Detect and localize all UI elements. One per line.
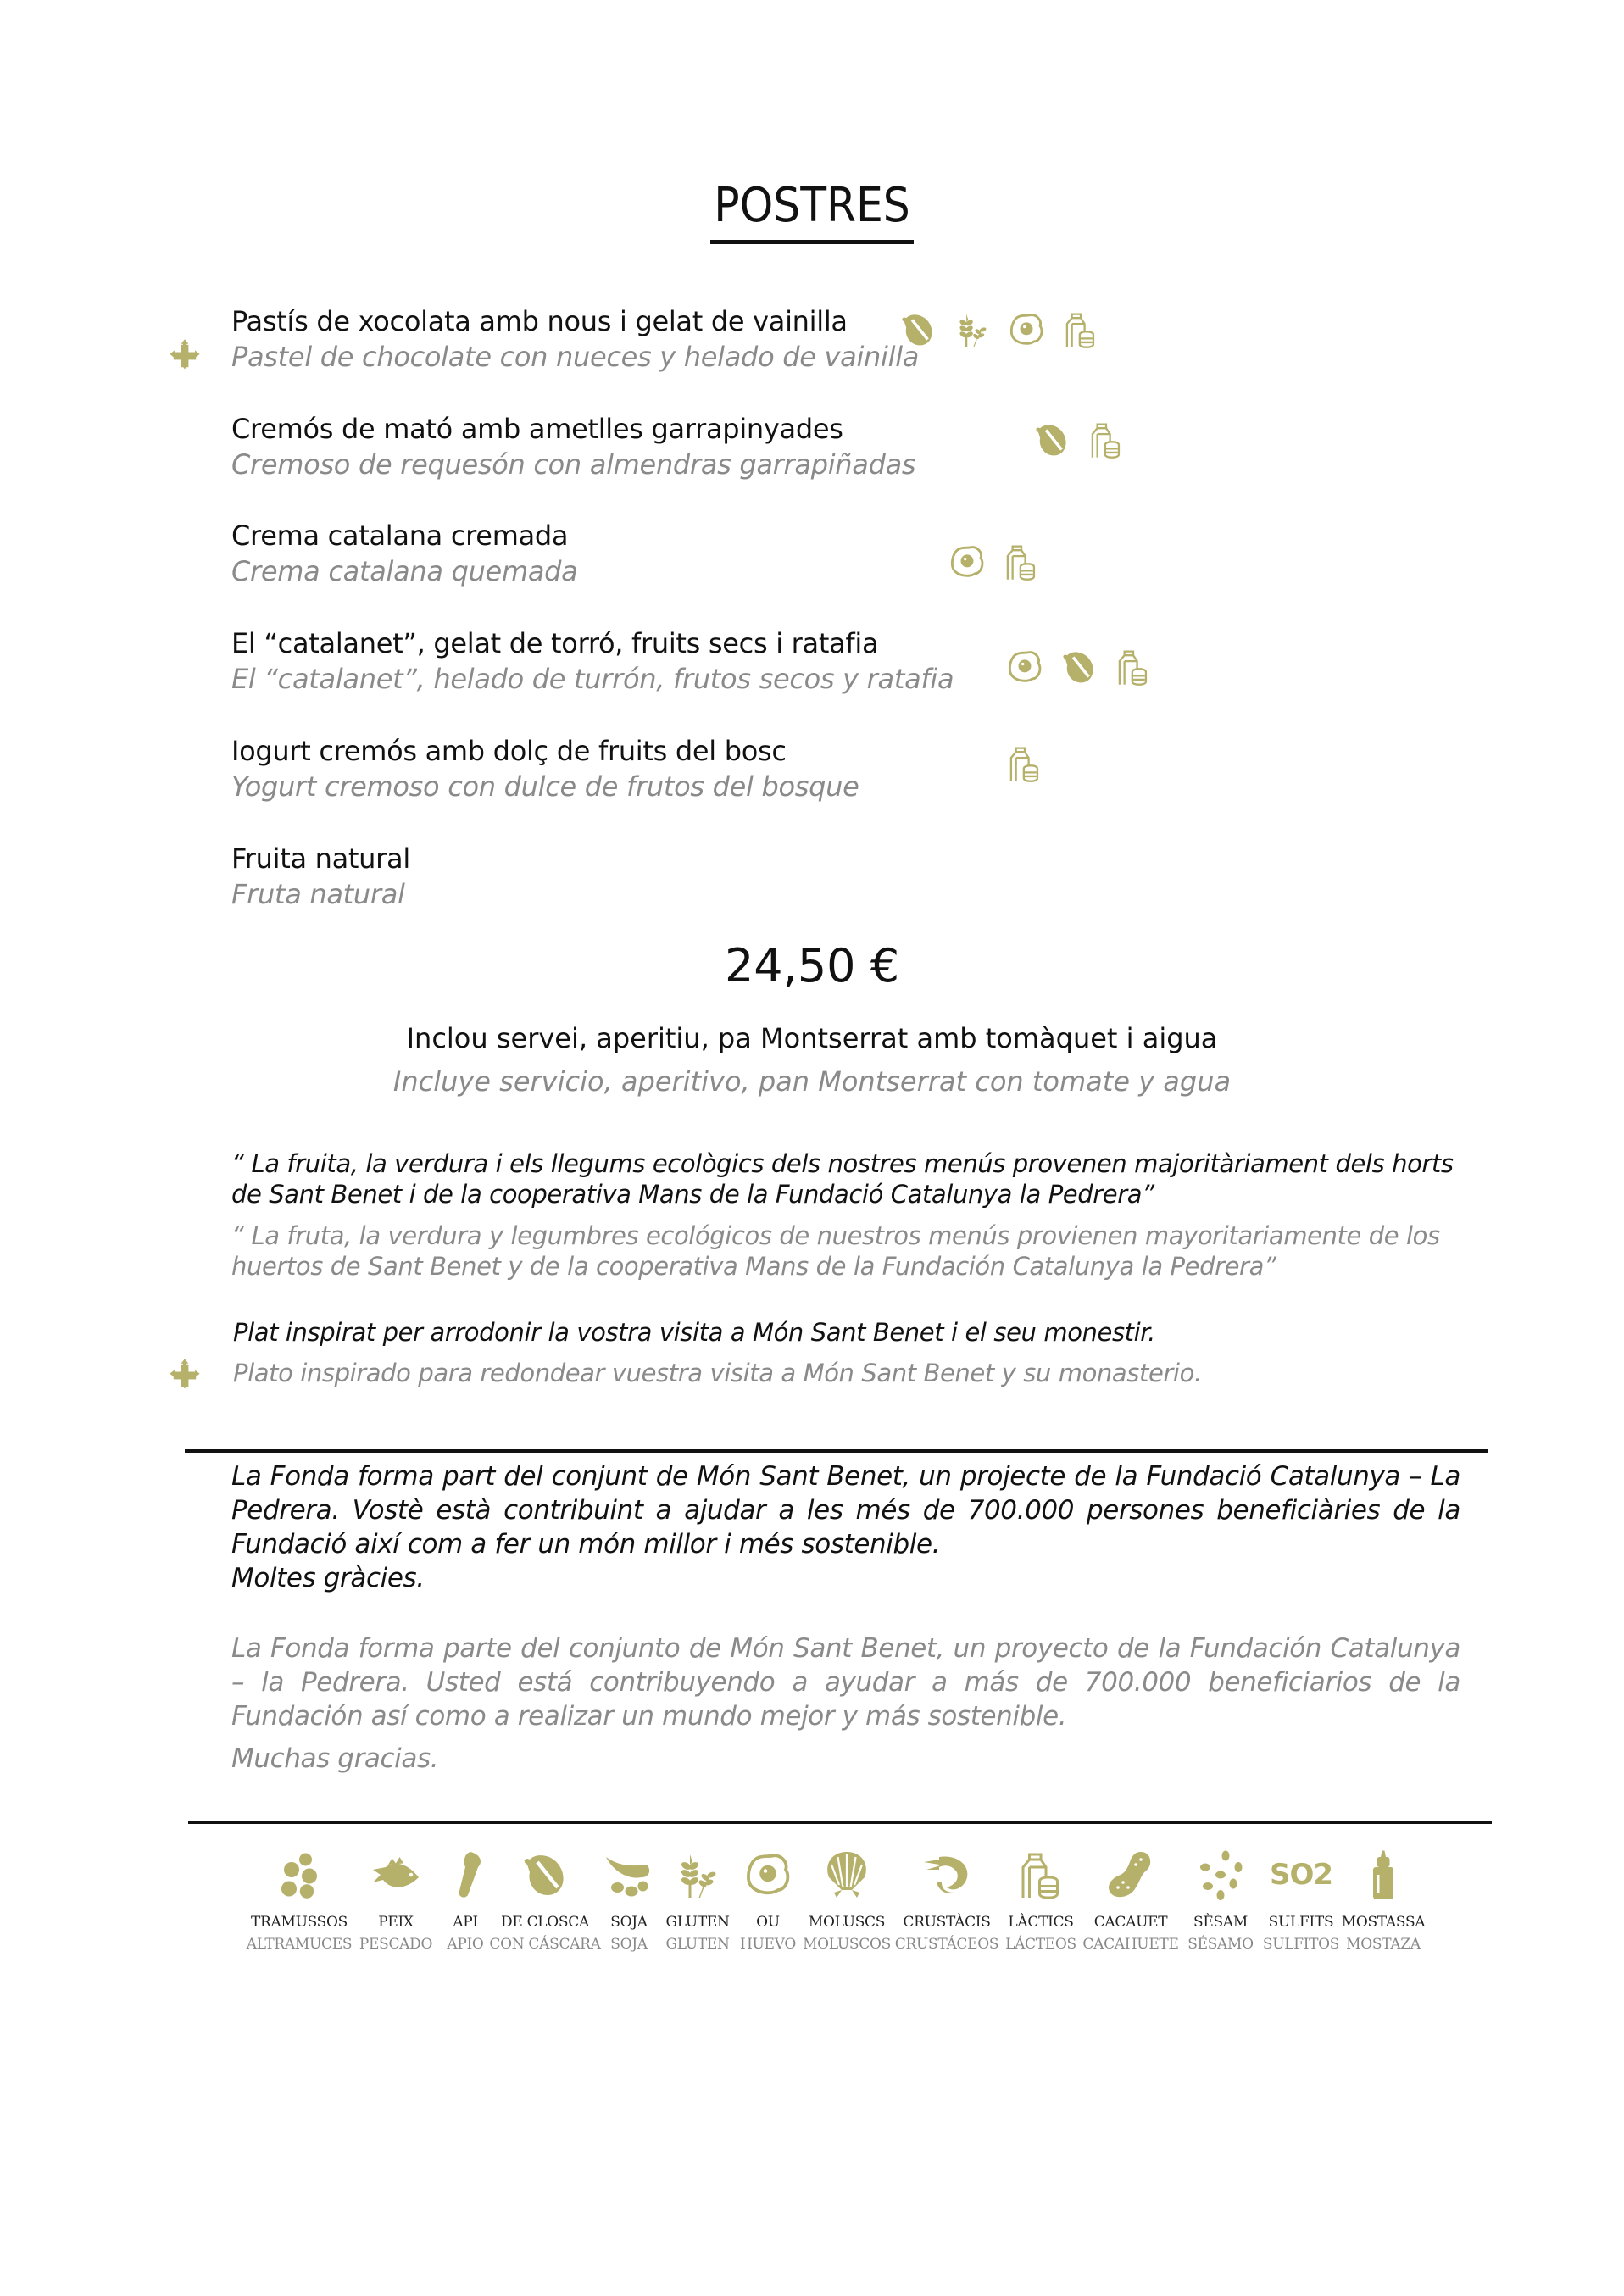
menu-item	[231, 625, 954, 697]
special-note-es: Plato inspirado para redondear vuestra visita a Món Sant Benet y su monasterio.	[233, 1359, 1202, 1387]
menu-item-name-es: Fruta natural	[231, 878, 405, 910]
allergen-legend-item	[598, 1848, 659, 1953]
menu-item-name-ca: El “catalanet”, gelat de torró, fruits secs i ratafia	[231, 627, 879, 659]
dairy-icon	[1005, 744, 1044, 783]
allergen-label-ca: GLUTEN	[665, 1914, 730, 1931]
menu-item-name-ca: Crema catalana cremada	[231, 520, 569, 552]
allergen-label-ca: TRAMUSSOS	[250, 1914, 348, 1931]
allergen-legend	[246, 1848, 1426, 1953]
nuts-icon	[1059, 648, 1098, 687]
fonda-es-thanks: Muchas gracias.	[231, 1743, 439, 1774]
page-title-wrap	[0, 178, 1624, 244]
fonda-es	[231, 1632, 1460, 1776]
dairy-icon	[1015, 1848, 1066, 1902]
nuts-icon	[1032, 420, 1071, 459]
egg-icon	[1007, 310, 1046, 349]
fonda-ca-text: La Fonda forma part del conjunt de Món Sant Benet, un projecte de la Fundació Catalunya – La Pedrera. Vostè està contribuint a ajudar a les més de 700.000 persones beneficiàries de la Fundació així com a fer un món millor i més sostenible.	[231, 1461, 1460, 1559]
allergen-legend-item	[246, 1848, 353, 1953]
allergen-label-ca: CACAUET	[1093, 1914, 1168, 1931]
allergen-legend-item	[1082, 1848, 1180, 1953]
celery-icon	[440, 1848, 491, 1902]
allergen-label-ca: SULFITS	[1268, 1914, 1334, 1931]
menu-item-name-es: Cremoso de requesón con almendras garrapiñadas	[231, 448, 916, 481]
allergen-label-ca: CRUSTÀCIS	[903, 1914, 991, 1931]
allergen-label-ca: API	[453, 1914, 478, 1931]
allergen-label-es: PESCADO	[359, 1936, 433, 1953]
sesame-icon	[1195, 1848, 1246, 1902]
allergen-label-es: MOLUSCOS	[803, 1936, 891, 1953]
egg-icon	[948, 542, 987, 581]
monastery-cross-icon	[166, 337, 203, 375]
menu-item-name-ca: Fruita natural	[231, 842, 410, 875]
nuts-icon	[898, 310, 937, 349]
monastery-cross-icon	[166, 1357, 203, 1394]
includes-es: Incluye servicio, aperitivo, pan Montserrat con tomate y agua	[392, 1065, 1232, 1098]
quote-es: “ La fruta, la verdura y legumbres ecológicos de nuestros menús provienen mayoritariamente de los huertos de Sant Benet y de la cooperativa Mans de la Fundación Catalunya la Pedrera”	[231, 1221, 1440, 1281]
allergen-legend-item	[439, 1848, 492, 1953]
allergen-label-ca: DE CLOSCA	[501, 1914, 589, 1931]
fonda-ca	[231, 1459, 1460, 1595]
menu-item-name-es: Crema catalana quemada	[231, 555, 578, 587]
gluten-icon	[672, 1848, 723, 1902]
menu-item-name-es: Yogurt cremoso con dulce de frutos del bosque	[231, 770, 859, 803]
allergen-legend-item	[1261, 1848, 1341, 1953]
allergen-label-es: MOSTAZA	[1346, 1936, 1421, 1953]
mollusc-icon	[821, 1848, 872, 1902]
dairy-icon	[1087, 420, 1126, 459]
fish-icon	[370, 1848, 421, 1902]
allergen-label-ca: OU	[756, 1914, 780, 1931]
menu-item-name-es: El “catalanet”, helado de turrón, frutos secos y ratafia	[231, 663, 954, 695]
divider-top	[185, 1449, 1488, 1453]
allergen-legend-item	[1180, 1848, 1261, 1953]
fonda-es-text: La Fonda forma parte del conjunto de Món Sant Benet, un proyecto de la Fundación Catalunya – la Pedrera. Usted está contribuyendo a ayudar a más de 700.000 beneficiarios de la Fundación así como a realizar un mundo mejor y más sostenible.	[231, 1633, 1460, 1732]
allergen-legend-item	[736, 1848, 800, 1953]
allergen-label-es: APIO	[447, 1936, 484, 1953]
allergen-legend-item	[800, 1848, 893, 1953]
egg-icon	[742, 1848, 793, 1902]
menu-item-allergens	[1005, 744, 1044, 783]
nuts-icon	[520, 1848, 570, 1902]
allergen-label-ca: MOLUSCS	[808, 1914, 886, 1931]
dairy-icon	[1002, 542, 1041, 581]
allergen-label-es: SULFITOS	[1262, 1936, 1340, 1953]
allergen-legend-item	[353, 1848, 439, 1953]
allergen-label-ca: SOJA	[610, 1914, 648, 1931]
gluten-icon	[953, 310, 992, 349]
allergen-label-ca: SÈSAM	[1193, 1914, 1248, 1931]
menu-item-name-ca: Iogurt cremós amb dolç de fruits del bosc	[231, 735, 787, 767]
menu-item-name-es: Pastel de chocolate con nueces y helado de vainilla	[231, 341, 920, 373]
peanut-icon	[1105, 1848, 1156, 1902]
menu-price: 24,50 €	[724, 939, 900, 992]
allergen-legend-item	[659, 1848, 736, 1953]
menu-item	[231, 303, 919, 375]
menu-item-allergens	[948, 542, 1041, 581]
allergen-label-es: SÉSAMO	[1187, 1936, 1254, 1953]
allergen-label-es: LÁCTEOS	[1005, 1936, 1076, 1953]
fonda-ca-thanks: Moltes gràcies.	[231, 1563, 425, 1593]
divider-bottom	[188, 1821, 1492, 1824]
dairy-icon	[1114, 648, 1153, 687]
allergen-label-es: ALTRAMUCES	[246, 1936, 353, 1953]
menu-item	[231, 841, 410, 912]
crustacean-icon	[921, 1848, 972, 1902]
page-title: POSTRES	[710, 178, 914, 244]
menu-item-allergens	[1032, 420, 1126, 459]
egg-icon	[1005, 648, 1044, 687]
allergen-legend-item	[1000, 1848, 1082, 1953]
quote-ca: “ La fruita, la verdura i els llegums ecològics dels nostres menús provenen majoritàriament dels horts de Sant Benet i de la cooperativa Mans de la Fundació Catalunya la Pedrera”	[231, 1149, 1454, 1209]
allergen-label-ca: PEIX	[378, 1914, 414, 1931]
sulphite-icon: SO2	[1269, 1858, 1333, 1892]
mustard-icon	[1358, 1848, 1409, 1902]
allergen-label-es: HUEVO	[740, 1936, 796, 1953]
menu-item-name-ca: Cremós de mató amb ametlles garrapinyades	[231, 413, 843, 445]
lupin-icon	[274, 1848, 325, 1902]
allergen-label-es: GLUTEN	[665, 1936, 730, 1953]
menu-item-allergens	[898, 310, 1100, 349]
menu-item	[231, 411, 915, 482]
allergen-label-es: CRUSTÁCEOS	[894, 1936, 999, 1953]
allergen-legend-item	[489, 1848, 601, 1953]
allergen-label-es: CON CÁSCARA	[489, 1936, 601, 1953]
dairy-icon	[1061, 310, 1100, 349]
allergen-label-ca: LÀCTICS	[1008, 1914, 1074, 1931]
allergen-label-es: CACAHUETE	[1082, 1936, 1179, 1953]
includes-ca: Inclou servei, aperitiu, pa Montserrat amb tomàquet i aigua	[406, 1022, 1218, 1054]
special-note-ca: Plat inspirat per arrodonir la vostra visita a Món Sant Benet i el seu monestir.	[233, 1318, 1155, 1347]
menu-item	[231, 518, 577, 589]
menu-item	[231, 733, 859, 804]
menu-item-allergens	[1005, 648, 1153, 687]
allergen-label-es: SOJA	[610, 1936, 648, 1953]
allergen-label-ca: MOSTASSA	[1341, 1914, 1426, 1931]
soy-icon	[603, 1848, 654, 1902]
allergen-legend-item	[893, 1848, 1000, 1953]
allergen-legend-item	[1341, 1848, 1426, 1953]
menu-item-name-ca: Pastís de xocolata amb nous i gelat de vainilla	[231, 305, 848, 337]
